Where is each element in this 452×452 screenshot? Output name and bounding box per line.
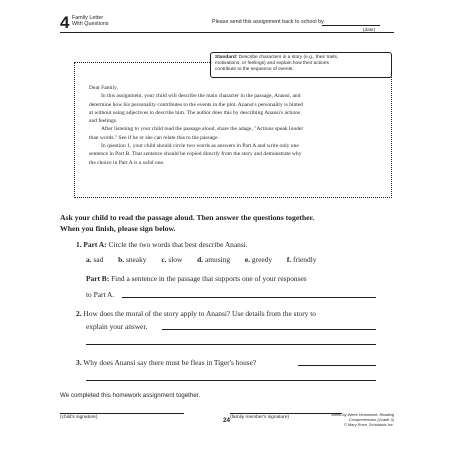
date-label: (date) [363,26,376,32]
unit-label-line1: Family Letter [72,15,104,21]
q3-number: 3. [76,358,82,367]
q1-part-b-label: Part B: [86,274,110,283]
q1-part-b [86,274,307,284]
family-letter [89,84,377,167]
letter-p1-l2: determine how his personality contributes to the events in the plot. Anansi's personality is hinted [89,101,304,108]
instructions [60,213,400,234]
q2-number: 2. [76,309,82,318]
q1-part-a [76,240,248,250]
option-c[interactable]: c. slow [161,255,183,264]
family-signature-label: (family member's signature) [230,415,290,420]
letter-greeting: Dear Family, [89,85,118,91]
q1-part-a-label: Part A: [83,240,107,249]
q2-text2: explain your answer. [86,322,148,331]
letter-p1-l1: In this assignment, your child will describe the main character in the passage, Anansi, and [101,93,301,100]
q3-answer-line-2[interactable] [86,380,376,381]
header-rule [60,32,394,33]
child-signature-label: (child's signature) [60,415,98,420]
standard-text-2: motivations, or feelings) and explain how their actions [215,60,329,66]
letter-p1-l3: at without using adjectives to describe him. The author does this by describing Anansi's actions [89,109,301,116]
child-signature-line[interactable] [60,413,184,414]
letter-p3-l3: the choice in Part A is a solid one. [89,159,165,166]
option-b[interactable]: b. sneaky [118,255,147,264]
unit-label-line2: With Questions [72,21,109,28]
q2-question [76,309,316,319]
credit-line2: © Mary Rose, Scholastic Inc. [343,422,394,427]
option-d[interactable]: d. amusing [197,255,231,264]
q3-question [76,358,256,368]
letter-p2-l2: than words." See if he or she can relate this to the passage. [89,134,219,141]
q1-answer-line[interactable] [122,297,376,298]
letter-p3-l2: sentence in Part B. That sentence should be copied directly from the story and demonstrate why [89,151,302,158]
q3-text: Why does Anansi say there must be fleas in Tiger's house? [83,358,257,367]
letter-p2-l1: After listening to your child read the passage aloud, share the adage, "Actions speak louder [101,126,304,133]
completed-statement: We completed this homework assignment together. [60,392,201,399]
send-back-instruction: Please send this assignment back to school by [212,19,324,25]
q1-options [86,255,329,264]
instructions-line1: Ask your child to read the passage aloud. Then answer the questions together. [60,213,315,222]
letter-p3-l1: In question 1, your child should circle two words as answers in Part A and write only one [101,143,299,150]
standard-text-3: contribute to the sequence of events. [215,66,294,72]
q2-answer-line-1[interactable] [162,329,376,330]
q1-part-a-text: Circle the two words that best describe Anansi. [108,240,248,249]
unit-number: 4 [60,13,70,32]
letter-p1-l4: and feelings. [89,118,118,125]
q3-answer-line-1[interactable] [298,365,376,366]
q2-text: How does the moral of the story apply to Anansi? Use details from the story to [83,309,316,318]
q1-part-b-text: Find a sentence in the passage that supports one of your responses [111,274,307,283]
q2-answer-line-2[interactable] [86,344,376,345]
credit-line [304,412,394,427]
option-e[interactable]: e. greedy [244,255,273,264]
standard-label: Standard: [215,55,238,60]
credit-line1: Week-by-Week Homework: Reading Comprehension (Grade 3) [331,412,394,422]
unit-label [72,15,109,28]
standard-text-1: Describe characters in a story (e.g., their traits, [238,55,339,60]
q1-part-b-text2: to Part A. [86,290,115,299]
q1-number: 1. [76,240,82,249]
standard-box [210,52,392,78]
instructions-line2: When you finish, please sign below. [60,223,176,233]
option-f[interactable]: f. friendly [286,255,317,264]
page-number: 24 [223,417,231,424]
option-a[interactable]: a. sad [86,255,104,264]
